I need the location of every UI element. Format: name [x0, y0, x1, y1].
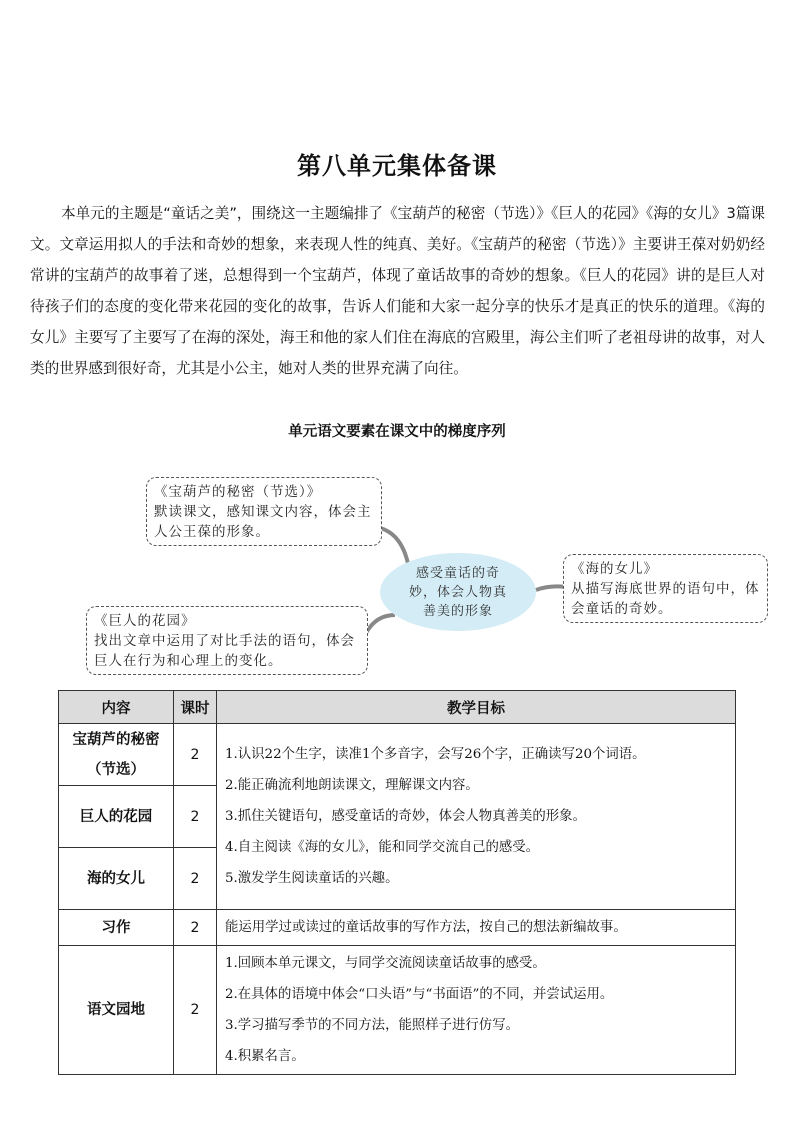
lesson-name: 习作: [59, 910, 174, 946]
goal-item: 4.自主阅读《海的女儿》，能和同学交流自己的感受。: [225, 840, 540, 855]
mind-box-juren: [86, 606, 368, 675]
mind-box-text: 从描写海底世界的语句中，体会童话的奇妙。: [571, 581, 760, 617]
lesson-hours: 2: [174, 946, 217, 1075]
mind-box-title: 《宝葫芦的秘密（节选）》: [154, 484, 322, 500]
shared-goals-cell: [217, 724, 736, 910]
goal-item: 2.能正确流利地朗读课文，理解课文内容。: [225, 778, 479, 793]
goal-cell: [217, 946, 736, 1075]
lesson-name: 巨人的花园: [59, 786, 174, 848]
goal-item: 3.抓住关键语句，感受童话的奇妙，体会人物真善美的形象。: [225, 809, 586, 824]
goal-item: 5.激发学生阅读童话的兴趣。: [225, 871, 399, 886]
lesson-hours: 2: [174, 848, 217, 910]
section-subtitle: 单元语文要素在课文中的梯度序列: [288, 424, 506, 440]
lesson-name: 宝葫芦的秘密（节选）: [59, 724, 174, 786]
mind-map: [0, 465, 794, 695]
mind-box-title: 《海的女儿》: [571, 561, 658, 577]
table-row: [59, 724, 736, 786]
lesson-hours: 2: [174, 910, 217, 946]
goal-item: 2.在具体的语境中体会“口头语”与“书面语”的不同，并尝试运用。: [225, 987, 614, 1002]
table-row: [59, 910, 736, 946]
center-theme-oval: [380, 553, 536, 631]
goal-item: 3.学习描写季节的不同方法，能照样子进行仿写。: [225, 1018, 519, 1033]
lesson-name: 海的女儿: [59, 848, 174, 910]
goal-item: 1.回顾本单元课文，与同学交流阅读童话故事的感受。: [225, 956, 546, 971]
mind-box-haidenuer: [563, 554, 768, 623]
intro-paragraph: 本单元的主题是“童话之美”，围绕这一主题编排了《宝葫芦的秘密（节选）》《巨人的花园》《海的女儿》3篇课文。文章运用拟人的手法和奇妙的想象，来表现人性的纯真、美好。《宝葫芦的秘密（节选）》主要讲王葆对奶奶经常讲的宝葫芦的故事着了迷，总想得到一个宝葫芦，体现了童话故事的奇妙的想象。《巨人的花园》讲的是巨人对待孩子们的态度的变化带来花园的变化的故事，告诉人们能和大家一起分享的快乐才是真正的快乐的道理。《海的女儿》主要写了主要写了在海的深处，海王和他的家人们住在海底的宫殿里，海公主们听了老祖母讲的故事，对人类的世界感到很好奇，尤其是小公主，她对人类的世界充满了向往。: [30, 205, 765, 377]
table-header-row: [59, 691, 736, 724]
center-theme-text: 感受童话的奇妙，体会人物真善美的形象: [408, 565, 507, 619]
header-content: 内容: [59, 691, 174, 724]
header-hours: 课时: [174, 691, 217, 724]
mind-box-text: 默读课文，感知课文内容，体会主人公王葆的形象。: [154, 504, 372, 540]
goal-cell: 能运用学过或读过的童话故事的写作方法，按自己的想法新编故事。: [217, 910, 736, 946]
goal-item: 1.认识22个生字，读准1个多音字，会写26个字，正确读写20个词语。: [225, 747, 646, 762]
table-row: [59, 946, 736, 1075]
lesson-plan-table: [58, 690, 736, 1075]
mind-box-baohulu: [146, 477, 382, 546]
lesson-hours: 2: [174, 724, 217, 786]
lesson-name: 语文园地: [59, 946, 174, 1075]
goal-item: 4.积累名言。: [225, 1049, 305, 1064]
mind-box-text: 找出文章中运用了对比手法的语句，体会巨人在行为和心理上的变化。: [94, 633, 355, 669]
header-goals: 教学目标: [217, 691, 736, 724]
mind-box-title: 《巨人的花园》: [94, 613, 196, 629]
page-title: 第八单元集体备课: [297, 152, 497, 180]
lesson-hours: 2: [174, 786, 217, 848]
